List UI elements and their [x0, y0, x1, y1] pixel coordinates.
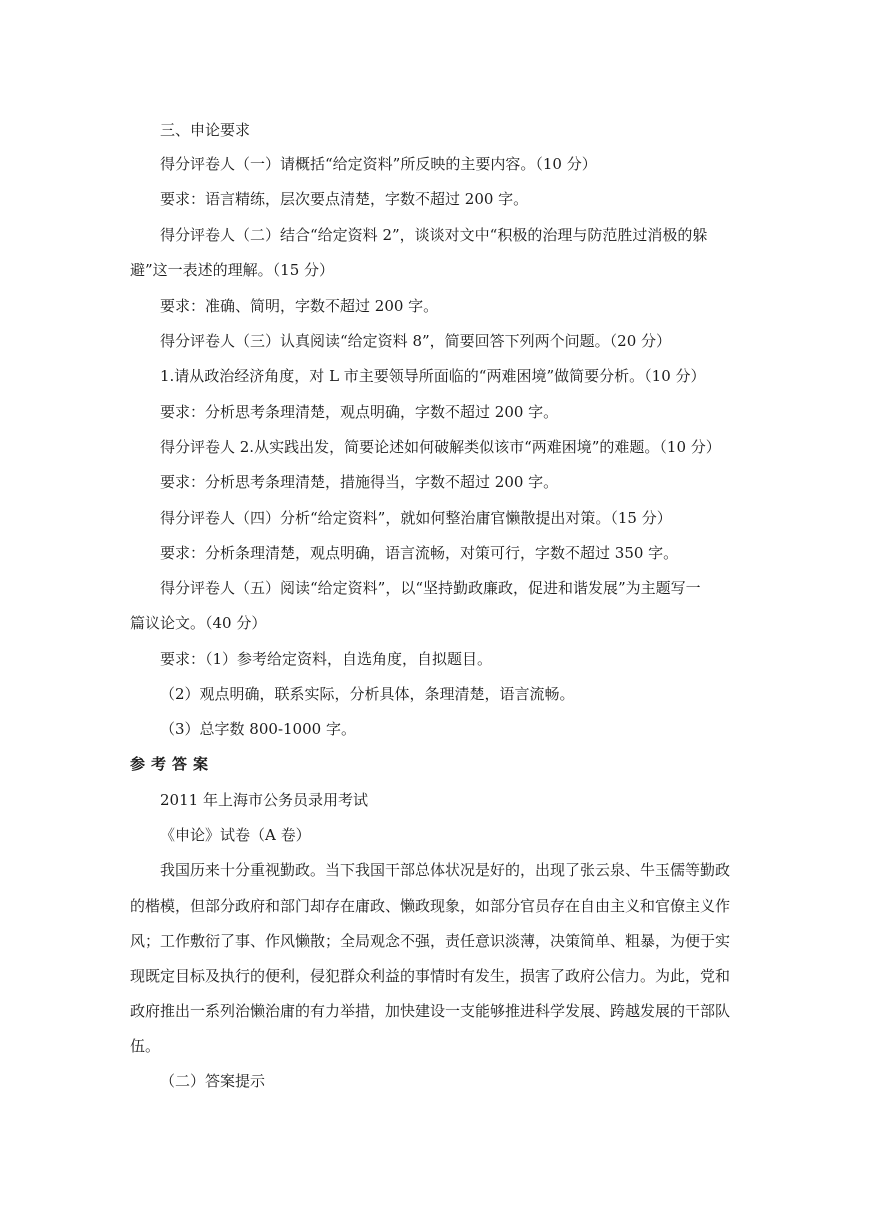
question-2-line-2: 避”这一表述的理解。（15 分） [130, 261, 335, 279]
requirement-3-1: 要求：分析思考条理清楚，观点明确，字数不超过 200 字。 [160, 403, 559, 421]
question-3-part-2: 得分评卷人 2.从实践出发，简要论述如何破解类似该市“两难困境”的难题。（10 分） [160, 438, 721, 456]
paper-title: 《申论》试卷（A 卷） [160, 826, 311, 844]
answer-hint-heading: （二）答案提示 [160, 1072, 266, 1090]
requirement-5-1: 要求：（1）参考给定资料，自选角度，自拟题目。 [160, 650, 493, 668]
question-4: 得分评卷人（四）分析“给定资料”，就如何整治庸官懒散提出对策。（15 分） [160, 509, 672, 527]
answer-para-line-1: 我国历来十分重视勤政。当下我国干部总体状况是好的，出现了张云泉、牛玉儒等勤政 [160, 861, 731, 879]
requirement-1: 要求：语言精练，层次要点清楚，字数不超过 200 字。 [160, 190, 529, 208]
exam-title: 2011 年上海市公务员录用考试 [160, 791, 368, 809]
answer-para-line-4: 现既定目标及执行的便利，侵犯群众利益的事情时有发生，损害了政府公信力。为此，党和 [130, 967, 731, 985]
question-3: 得分评卷人（三）认真阅读“给定资料 8”，简要回答下列两个问题。（20 分） [160, 332, 672, 350]
answer-para-line-2: 的楷模，但部分政府和部门却存在庸政、懒政现象，如部分官员存在自由主义和官僚主义作 [130, 897, 731, 915]
answer-para-line-6: 伍。 [130, 1037, 161, 1055]
question-1: 得分评卷人（一）请概括“给定资料”所反映的主要内容。（10 分） [160, 155, 597, 173]
question-5-line-2: 篇议论文。（40 分） [130, 614, 267, 632]
answer-heading: 参考答案 [130, 755, 215, 773]
requirement-3-2: 要求：分析思考条理清楚，措施得当，字数不超过 200 字。 [160, 473, 559, 491]
requirement-5-3: （3）总字数 800-1000 字。 [160, 720, 356, 738]
requirement-5-2: （2）观点明确，联系实际，分析具体，条理清楚，语言流畅。 [160, 685, 575, 703]
question-2-line-1: 得分评卷人（二）结合“给定资料 2”，谈谈对文中“积极的治理与防范胜过消极的躲 [160, 226, 708, 244]
section-heading: 三、申论要求 [160, 121, 251, 139]
question-3-part-1: 1.请从政治经济角度，对 L 市主要领导所面临的“两难困境”做简要分析。（10 分） [160, 367, 706, 385]
question-5-line-1: 得分评卷人（五）阅读“给定资料”，以“坚持勤政廉政，促进和谐发展”为主题写一 [160, 579, 701, 597]
requirement-4: 要求：分析条理清楚，观点明确，语言流畅，对策可行，字数不超过 350 字。 [160, 544, 679, 562]
requirement-2: 要求：准确、简明，字数不超过 200 字。 [160, 297, 439, 315]
answer-para-line-3: 风；工作敷衍了事、作风懒散；全局观念不强，责任意识淡薄，决策简单、粗暴，为便于实 [130, 932, 731, 950]
answer-para-line-5: 政府推出一系列治懒治庸的有力举措，加快建设一支能够推进科学发展、跨越发展的干部队 [130, 1002, 731, 1020]
